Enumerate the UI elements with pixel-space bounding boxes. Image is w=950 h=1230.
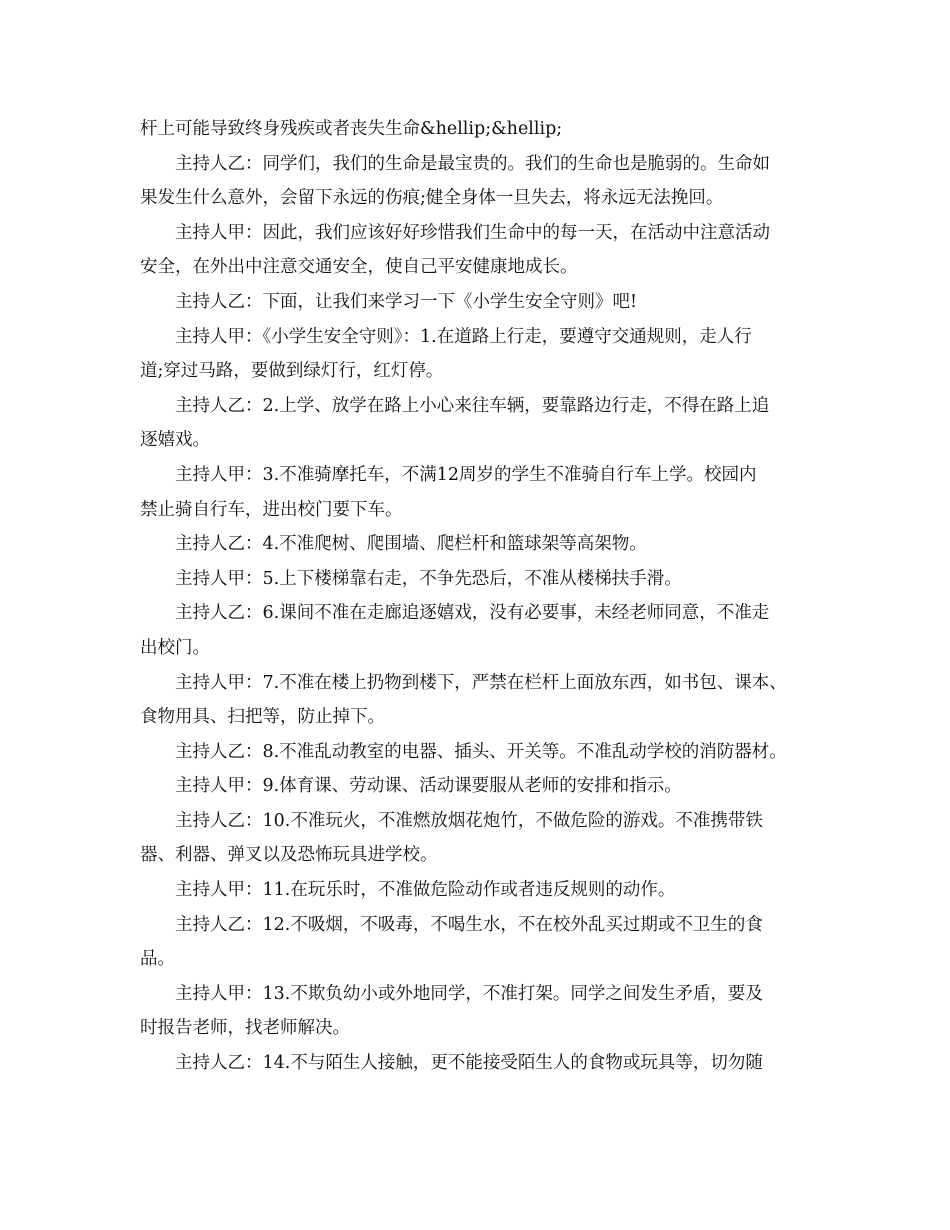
document-body xyxy=(140,112,816,1081)
text-line: 主持人甲：《小学生安全守则》：1.在道路上行走，要遵守交通规则，走人行 xyxy=(175,326,752,347)
text-line: 器、利器、弹叉以及恐怖玩具进学校。 xyxy=(140,845,438,866)
dialogue-paragraph xyxy=(140,666,816,735)
text-line: 主持人乙：12.不吸烟，不吸毒，不喝生水，不在校外乱买过期或不卫生的食 xyxy=(175,914,763,935)
continued-paragraph xyxy=(140,112,816,147)
dialogue-paragraph xyxy=(140,389,816,458)
text-line: 主持人甲：9.体育课、劳动课、活动课要服从老师的安排和指示。 xyxy=(175,776,682,797)
text-line: 主持人甲：11.在玩乐时，不准做危险动作或者违反规则的动作。 xyxy=(175,880,676,901)
dialogue-paragraph xyxy=(140,458,816,527)
text-line: 主持人乙：8.不准乱动教室的电器、插头、开关等。不准乱动学校的消防器材。 xyxy=(175,741,787,762)
dialogue-paragraph xyxy=(140,873,816,908)
text-line: 主持人甲：因此，我们应该好好珍惜我们生命中的每一天，在活动中注意活动 xyxy=(175,222,770,243)
text-line: 主持人乙：同学们，我们的生命是最宝贵的。我们的生命也是脆弱的。生命如 xyxy=(175,153,770,174)
text-line: 主持人甲：5.上下楼梯靠右走，不争先恐后，不准从楼梯扶手滑。 xyxy=(175,568,682,589)
dialogue-paragraph xyxy=(140,320,816,389)
text-line: 品。 xyxy=(140,949,175,970)
text-line: 主持人乙：6.课间不准在走廊追逐嬉戏，没有必要事，未经老师同意，不准走 xyxy=(175,603,770,624)
dialogue-paragraph xyxy=(140,1046,816,1081)
text-line: 出校门。 xyxy=(140,637,210,658)
text-line: 安全，在外出中注意交通安全，使自己平安健康地成长。 xyxy=(140,257,578,278)
dialogue-paragraph xyxy=(140,562,816,597)
text-line: 禁止骑自行车，进出校门要下车。 xyxy=(140,499,403,520)
dialogue-paragraph xyxy=(140,147,816,216)
text-line: 主持人甲：7.不准在楼上扔物到楼下，严禁在栏杆上面放东西，如书包、课本、 xyxy=(175,672,787,693)
dialogue-paragraph xyxy=(140,216,816,285)
text-line: 道;穿过马路，要做到绿灯行，红灯停。 xyxy=(140,361,444,382)
text-line: 主持人乙：4.不准爬树、爬围墙、爬栏杆和篮球架等高架物。 xyxy=(175,534,647,555)
dialogue-paragraph xyxy=(140,527,816,562)
text-line: 逐嬉戏。 xyxy=(140,430,210,451)
text-line: 果发生什么意外，会留下永远的伤痕;健全身体一旦失去，将永远无法挽回。 xyxy=(140,188,724,209)
dialogue-paragraph xyxy=(140,285,816,320)
dialogue-paragraph xyxy=(140,596,816,665)
text-line: 主持人乙：10.不准玩火，不准燃放烟花炮竹，不做危险的游戏。不准携带铁 xyxy=(175,810,763,831)
text-line: 主持人乙：下面，让我们来学习一下《小学生安全守则》吧! xyxy=(175,291,638,312)
text-line: 杆上可能导致终身残疾或者丧失生命&hellip;&hellip; xyxy=(140,119,563,139)
text-line: 主持人乙：14.不与陌生人接触，更不能接受陌生人的食物或玩具等，切勿随 xyxy=(175,1053,763,1074)
dialogue-paragraph xyxy=(140,908,816,977)
dialogue-paragraph xyxy=(140,735,816,770)
dialogue-paragraph xyxy=(140,769,816,804)
text-line: 食物用具、扫把等，防止掉下。 xyxy=(140,707,385,728)
text-line: 主持人甲：3.不准骑摩托车，不满12周岁的学生不准骑自行车上学。校园内 xyxy=(175,464,757,485)
text-line: 时报告老师，找老师解决。 xyxy=(140,1018,350,1039)
dialogue-paragraph xyxy=(140,804,816,873)
dialogue-paragraph xyxy=(140,977,816,1046)
text-line: 主持人甲：13.不欺负幼小或外地同学，不准打架。同学之间发生矛盾，要及 xyxy=(175,983,763,1004)
text-line: 主持人乙：2.上学、放学在路上小心来往车辆，要靠路边行走，不得在路上追 xyxy=(175,395,770,416)
